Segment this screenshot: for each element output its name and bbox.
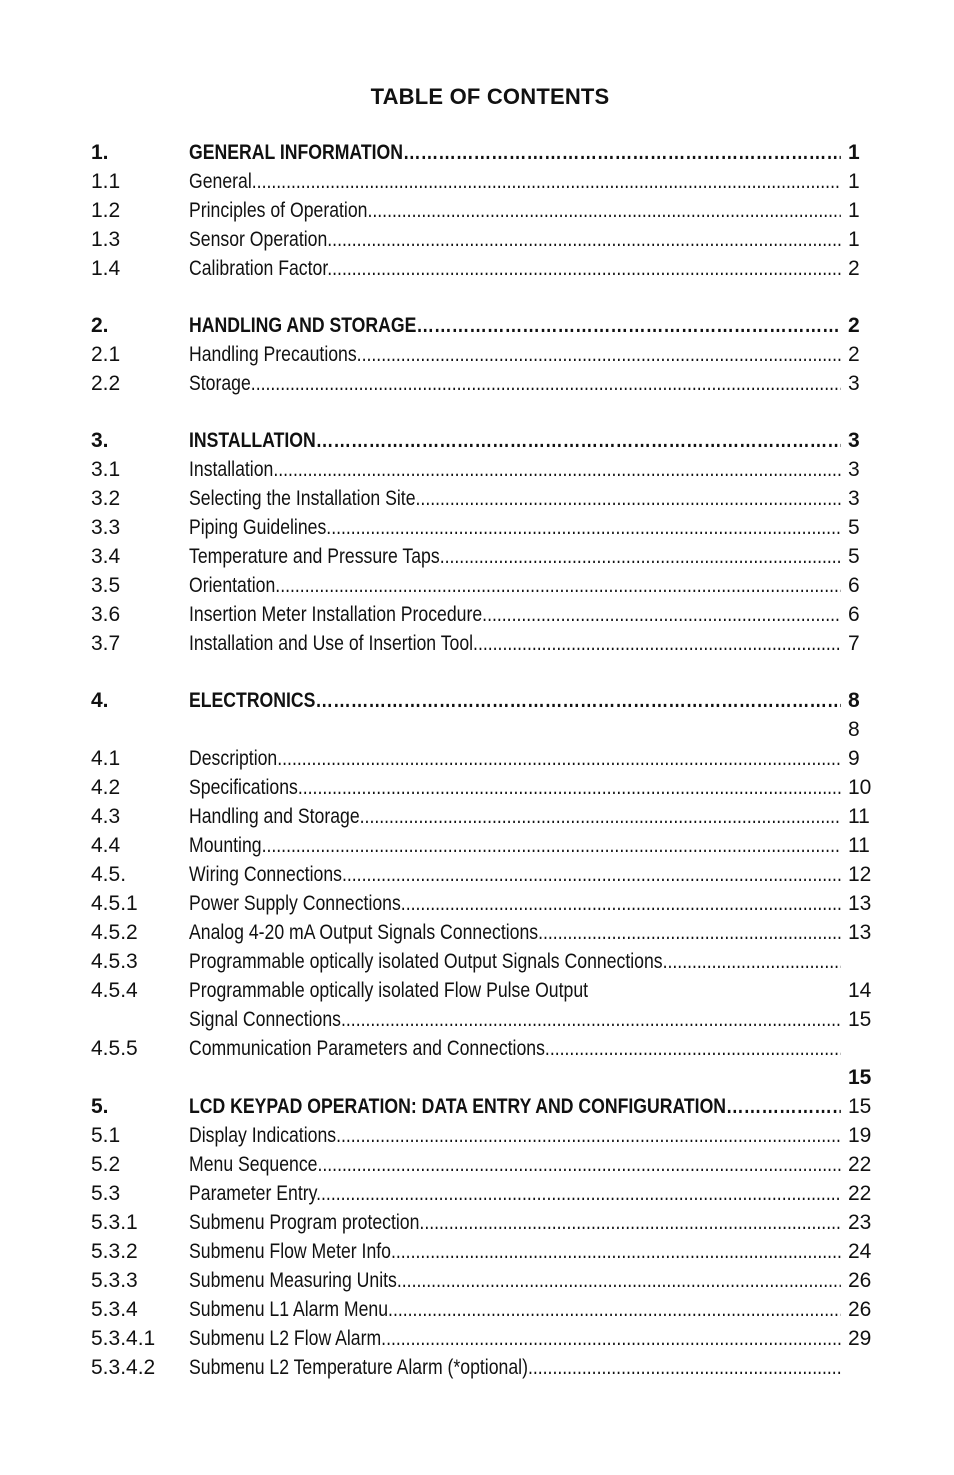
toc-section-number: 1.3: [91, 228, 121, 251]
toc-entry-text: Programmable optically isolated Flow Pulse Output: [189, 979, 589, 1002]
toc-section-number: 2.1: [91, 343, 121, 366]
toc-entry-title: [189, 1152, 841, 1178]
toc-entry-text: Calibration Factor: [189, 257, 328, 280]
toc-entry-text: Installation and Use of Insertion Tool: [189, 632, 474, 655]
toc-entry-title: [189, 342, 841, 368]
toc-page-number: 2: [848, 257, 860, 280]
toc-page-number: 6: [848, 574, 860, 597]
toc-entry-title: [189, 920, 841, 946]
dot-leader: [327, 228, 841, 251]
toc-entry-text: Submenu Program protection: [189, 1211, 420, 1234]
toc-page-number: 1: [848, 170, 860, 193]
toc-entry-text: Description: [189, 747, 278, 770]
toc-section-number: 5.1: [91, 1124, 121, 1147]
dot-leader: [403, 141, 841, 164]
toc-entry-text: Signal Connections: [189, 1008, 342, 1031]
toc-entry-title: [189, 862, 841, 888]
dot-leader: [388, 1298, 841, 1321]
toc-entry-text: ELECTRONICS: [189, 689, 316, 712]
toc-page-number: 26: [848, 1298, 872, 1321]
toc-entry-text: Insertion Meter Installation Procedure: [189, 603, 483, 626]
toc-page-number: 13: [848, 921, 872, 944]
toc-entry-text: Wiring Connections: [189, 863, 342, 886]
dot-leader: [251, 372, 841, 395]
toc-page-number: 2: [848, 343, 860, 366]
dot-leader: [482, 603, 841, 626]
toc-entry-title: [189, 544, 841, 570]
page-title: TABLE OF CONTENTS: [370, 84, 610, 109]
toc-section-number: 4.5.5: [91, 1037, 138, 1060]
toc-section-number: 4.5.4: [91, 979, 138, 1002]
toc-entry-title: [189, 688, 841, 714]
toc-entry-title: [189, 1297, 841, 1323]
dot-leader: [416, 487, 841, 510]
toc-page-number: 15: [848, 1008, 872, 1031]
toc-entry-text: Temperature and Pressure Taps: [189, 545, 440, 568]
toc-entry-title: [189, 833, 841, 859]
dot-leader: [298, 776, 841, 799]
toc-entry-text: Submenu L2 Temperature Alarm (*optional): [189, 1356, 528, 1379]
toc-entry-title: [189, 1210, 841, 1236]
dot-leader: [317, 1153, 840, 1176]
toc-section-number: 3.6: [91, 603, 121, 626]
toc-page-number: 7: [848, 632, 860, 655]
toc-section-number: 4.5.1: [91, 892, 138, 915]
toc-page-number: 24: [848, 1240, 872, 1263]
dot-leader: [367, 199, 840, 222]
toc-entry-title: [189, 198, 841, 224]
toc-entry-title: [189, 891, 841, 917]
toc-section-number: 5.3: [91, 1182, 121, 1205]
toc-section-number: 3.1: [91, 458, 121, 481]
toc-entry-text: Specifications: [189, 776, 298, 799]
dot-leader: [419, 1211, 840, 1234]
dot-leader: [326, 516, 841, 539]
dot-leader: [252, 170, 841, 193]
toc-entry-text: Handling and Storage: [189, 805, 360, 828]
toc-entry-title: [189, 371, 841, 397]
toc-section-number: 1.2: [91, 199, 121, 222]
toc-section-number: 3.: [91, 429, 109, 452]
toc-section-number: 5.: [91, 1095, 109, 1118]
toc-page-number: 14: [848, 979, 872, 1002]
toc-section-number: 4.5.: [91, 863, 127, 886]
toc-entry-text: Parameter Entry: [189, 1182, 317, 1205]
toc-entry-text: Submenu L1 Alarm Menu: [189, 1298, 389, 1321]
toc-section-number: 4.: [91, 689, 109, 712]
toc-section-number: 4.5.3: [91, 950, 138, 973]
toc-page-number: 1: [848, 199, 860, 222]
toc-entry-title: [189, 804, 841, 830]
toc-entry-text: Submenu Flow Meter Info: [189, 1240, 391, 1263]
toc-entry-title: [189, 1036, 841, 1062]
toc-section-number: 3.2: [91, 487, 121, 510]
dot-leader: [315, 689, 840, 712]
toc-section-number: 4.3: [91, 805, 121, 828]
toc-page-number: 22: [848, 1153, 872, 1176]
toc-page-number: 15: [848, 1066, 872, 1089]
toc-entry-title: [189, 775, 841, 801]
dot-leader: [277, 747, 841, 770]
toc-entry-text: Display Indications: [189, 1124, 337, 1147]
toc-entry-text: Analog 4-20 mA Output Signals Connections: [189, 921, 539, 944]
toc-section-number: 1.4: [91, 257, 121, 280]
toc-entry-title: [189, 1123, 841, 1149]
toc-entry-text: Selecting the Installation Site: [189, 487, 416, 510]
toc-entry-text: Handling Precautions: [189, 343, 357, 366]
toc-entry-text: GENERAL INFORMATION: [189, 141, 403, 164]
toc-entry-text: LCD KEYPAD OPERATION: DATA ENTRY AND CONFIGURATION: [189, 1095, 727, 1118]
toc-entry-title: [189, 140, 841, 166]
toc-section-number: 5.2: [91, 1153, 121, 1176]
toc-section-number: 5.3.3: [91, 1269, 138, 1292]
toc-page-number: 11: [848, 834, 870, 857]
toc-entry-title: [189, 978, 841, 1004]
toc-section-number: 4.4: [91, 834, 121, 857]
toc-entry-text: Communication Parameters and Connections: [189, 1037, 545, 1060]
toc-entry-text: Orientation: [189, 574, 276, 597]
toc-entry-text: Piping Guidelines: [189, 516, 327, 539]
toc-page-number: 5: [848, 516, 860, 539]
dot-leader: [360, 805, 841, 828]
dot-leader: [538, 921, 841, 944]
toc-section-number: 5.3.4.1: [91, 1327, 156, 1350]
toc-page-number: 23: [848, 1211, 872, 1234]
dot-leader: [397, 1269, 841, 1292]
dot-leader: [381, 1327, 841, 1350]
toc-entry-text: INSTALLATION: [189, 429, 316, 452]
toc-section-number: 2.: [91, 314, 109, 337]
toc-entry-title: [189, 1007, 841, 1033]
toc-section-number: 3.4: [91, 545, 121, 568]
dot-leader: [262, 834, 841, 857]
toc-entry-text: Submenu L2 Flow Alarm: [189, 1327, 382, 1350]
toc-page-number: 3: [848, 372, 860, 395]
toc-entry-title: [189, 227, 841, 253]
toc-page-number: 12: [848, 863, 872, 886]
toc-page-number: 15: [848, 1095, 872, 1118]
toc-page-number: 22: [848, 1182, 872, 1205]
dot-leader: [416, 314, 840, 337]
toc-page-number: 1: [848, 228, 860, 251]
dot-leader: [528, 1356, 841, 1379]
dot-leader: [316, 1182, 841, 1205]
dot-leader: [275, 574, 841, 597]
dot-leader: [391, 1240, 841, 1263]
dot-leader: [316, 429, 841, 452]
toc-entry-title: [189, 1181, 841, 1207]
toc-entry-title: [189, 1239, 841, 1265]
toc-entry-title: [189, 486, 841, 512]
dot-leader: [726, 1095, 841, 1118]
toc-entry-text: HANDLING AND STORAGE: [189, 314, 417, 337]
toc-entry-text: Storage: [189, 372, 251, 395]
toc-entry-title: [189, 949, 841, 975]
toc-page-number: 3: [848, 487, 860, 510]
dot-leader: [663, 950, 841, 973]
toc-page-number: 3: [848, 429, 860, 452]
toc-section-number: 3.7: [91, 632, 121, 655]
toc-page-number: 13: [848, 892, 872, 915]
toc-page-number: 8: [848, 689, 860, 712]
toc-section-number: 5.3.1: [91, 1211, 138, 1234]
toc-page-number: 11: [848, 805, 870, 828]
toc-section-number: 5.3.4.2: [91, 1356, 156, 1379]
toc-page-number: 1: [848, 141, 860, 164]
toc-section-number: 2.2: [91, 372, 121, 395]
dot-leader: [473, 632, 841, 655]
dot-leader: [336, 1124, 841, 1147]
toc-entry-title: [189, 1326, 841, 1352]
toc-entry-text: Mounting: [189, 834, 262, 857]
dot-leader: [273, 458, 840, 481]
dot-leader: [545, 1037, 841, 1060]
dot-leader: [440, 545, 841, 568]
toc-entry-text: Installation: [189, 458, 274, 481]
dot-leader: [327, 257, 841, 280]
toc-page-number: 10: [848, 776, 872, 799]
dot-leader: [341, 1008, 841, 1031]
toc-entry-title: [189, 457, 841, 483]
toc-entry-text: General: [189, 170, 252, 193]
toc-page-number: 8: [848, 718, 860, 741]
toc-section-number: 5.3.4: [91, 1298, 138, 1321]
dot-leader: [357, 343, 841, 366]
toc-entry-title: [189, 313, 841, 339]
toc-section-number: 1.: [91, 141, 109, 164]
toc-entry-text: Menu Sequence: [189, 1153, 318, 1176]
toc-section-number: 4.1: [91, 747, 121, 770]
toc-entry-title: [189, 1094, 841, 1120]
toc-entry-title: [189, 1268, 841, 1294]
toc-section-number: 4.5.2: [91, 921, 138, 944]
toc-entry-title: [189, 256, 841, 282]
toc-entry-title: [189, 602, 841, 628]
toc-entry-title: [189, 169, 841, 195]
toc-section-number: 4.2: [91, 776, 121, 799]
toc-entry-text: Power Supply Connections: [189, 892, 401, 915]
toc-section-number: 1.1: [91, 170, 121, 193]
toc-page-number: 19: [848, 1124, 872, 1147]
toc-section-number: 3.3: [91, 516, 121, 539]
toc-section-number: 3.5: [91, 574, 121, 597]
toc-page-number: 9: [848, 747, 860, 770]
toc-page-number: 26: [848, 1269, 872, 1292]
toc-entry-text: Submenu Measuring Units: [189, 1269, 397, 1292]
toc-page-number: 5: [848, 545, 860, 568]
toc-entry-text: Principles of Operation: [189, 199, 368, 222]
toc-entry-text: Programmable optically isolated Output Signals Connections: [189, 950, 663, 973]
toc-entry-title: [189, 1355, 841, 1381]
toc-entry-text: Sensor Operation: [189, 228, 328, 251]
toc-page-number: 2: [848, 314, 860, 337]
toc-section-number: 5.3.2: [91, 1240, 138, 1263]
toc-entry-title: [189, 631, 841, 657]
toc-entry-title: [189, 746, 841, 772]
toc-page-number: 29: [848, 1327, 872, 1350]
toc-entry-title: [189, 515, 841, 541]
toc-entry-title: [189, 428, 841, 454]
toc-page-number: 3: [848, 458, 860, 481]
dot-leader: [401, 892, 841, 915]
dot-leader: [342, 863, 841, 886]
toc-page-number: 6: [848, 603, 860, 626]
toc-entry-title: [189, 573, 841, 599]
